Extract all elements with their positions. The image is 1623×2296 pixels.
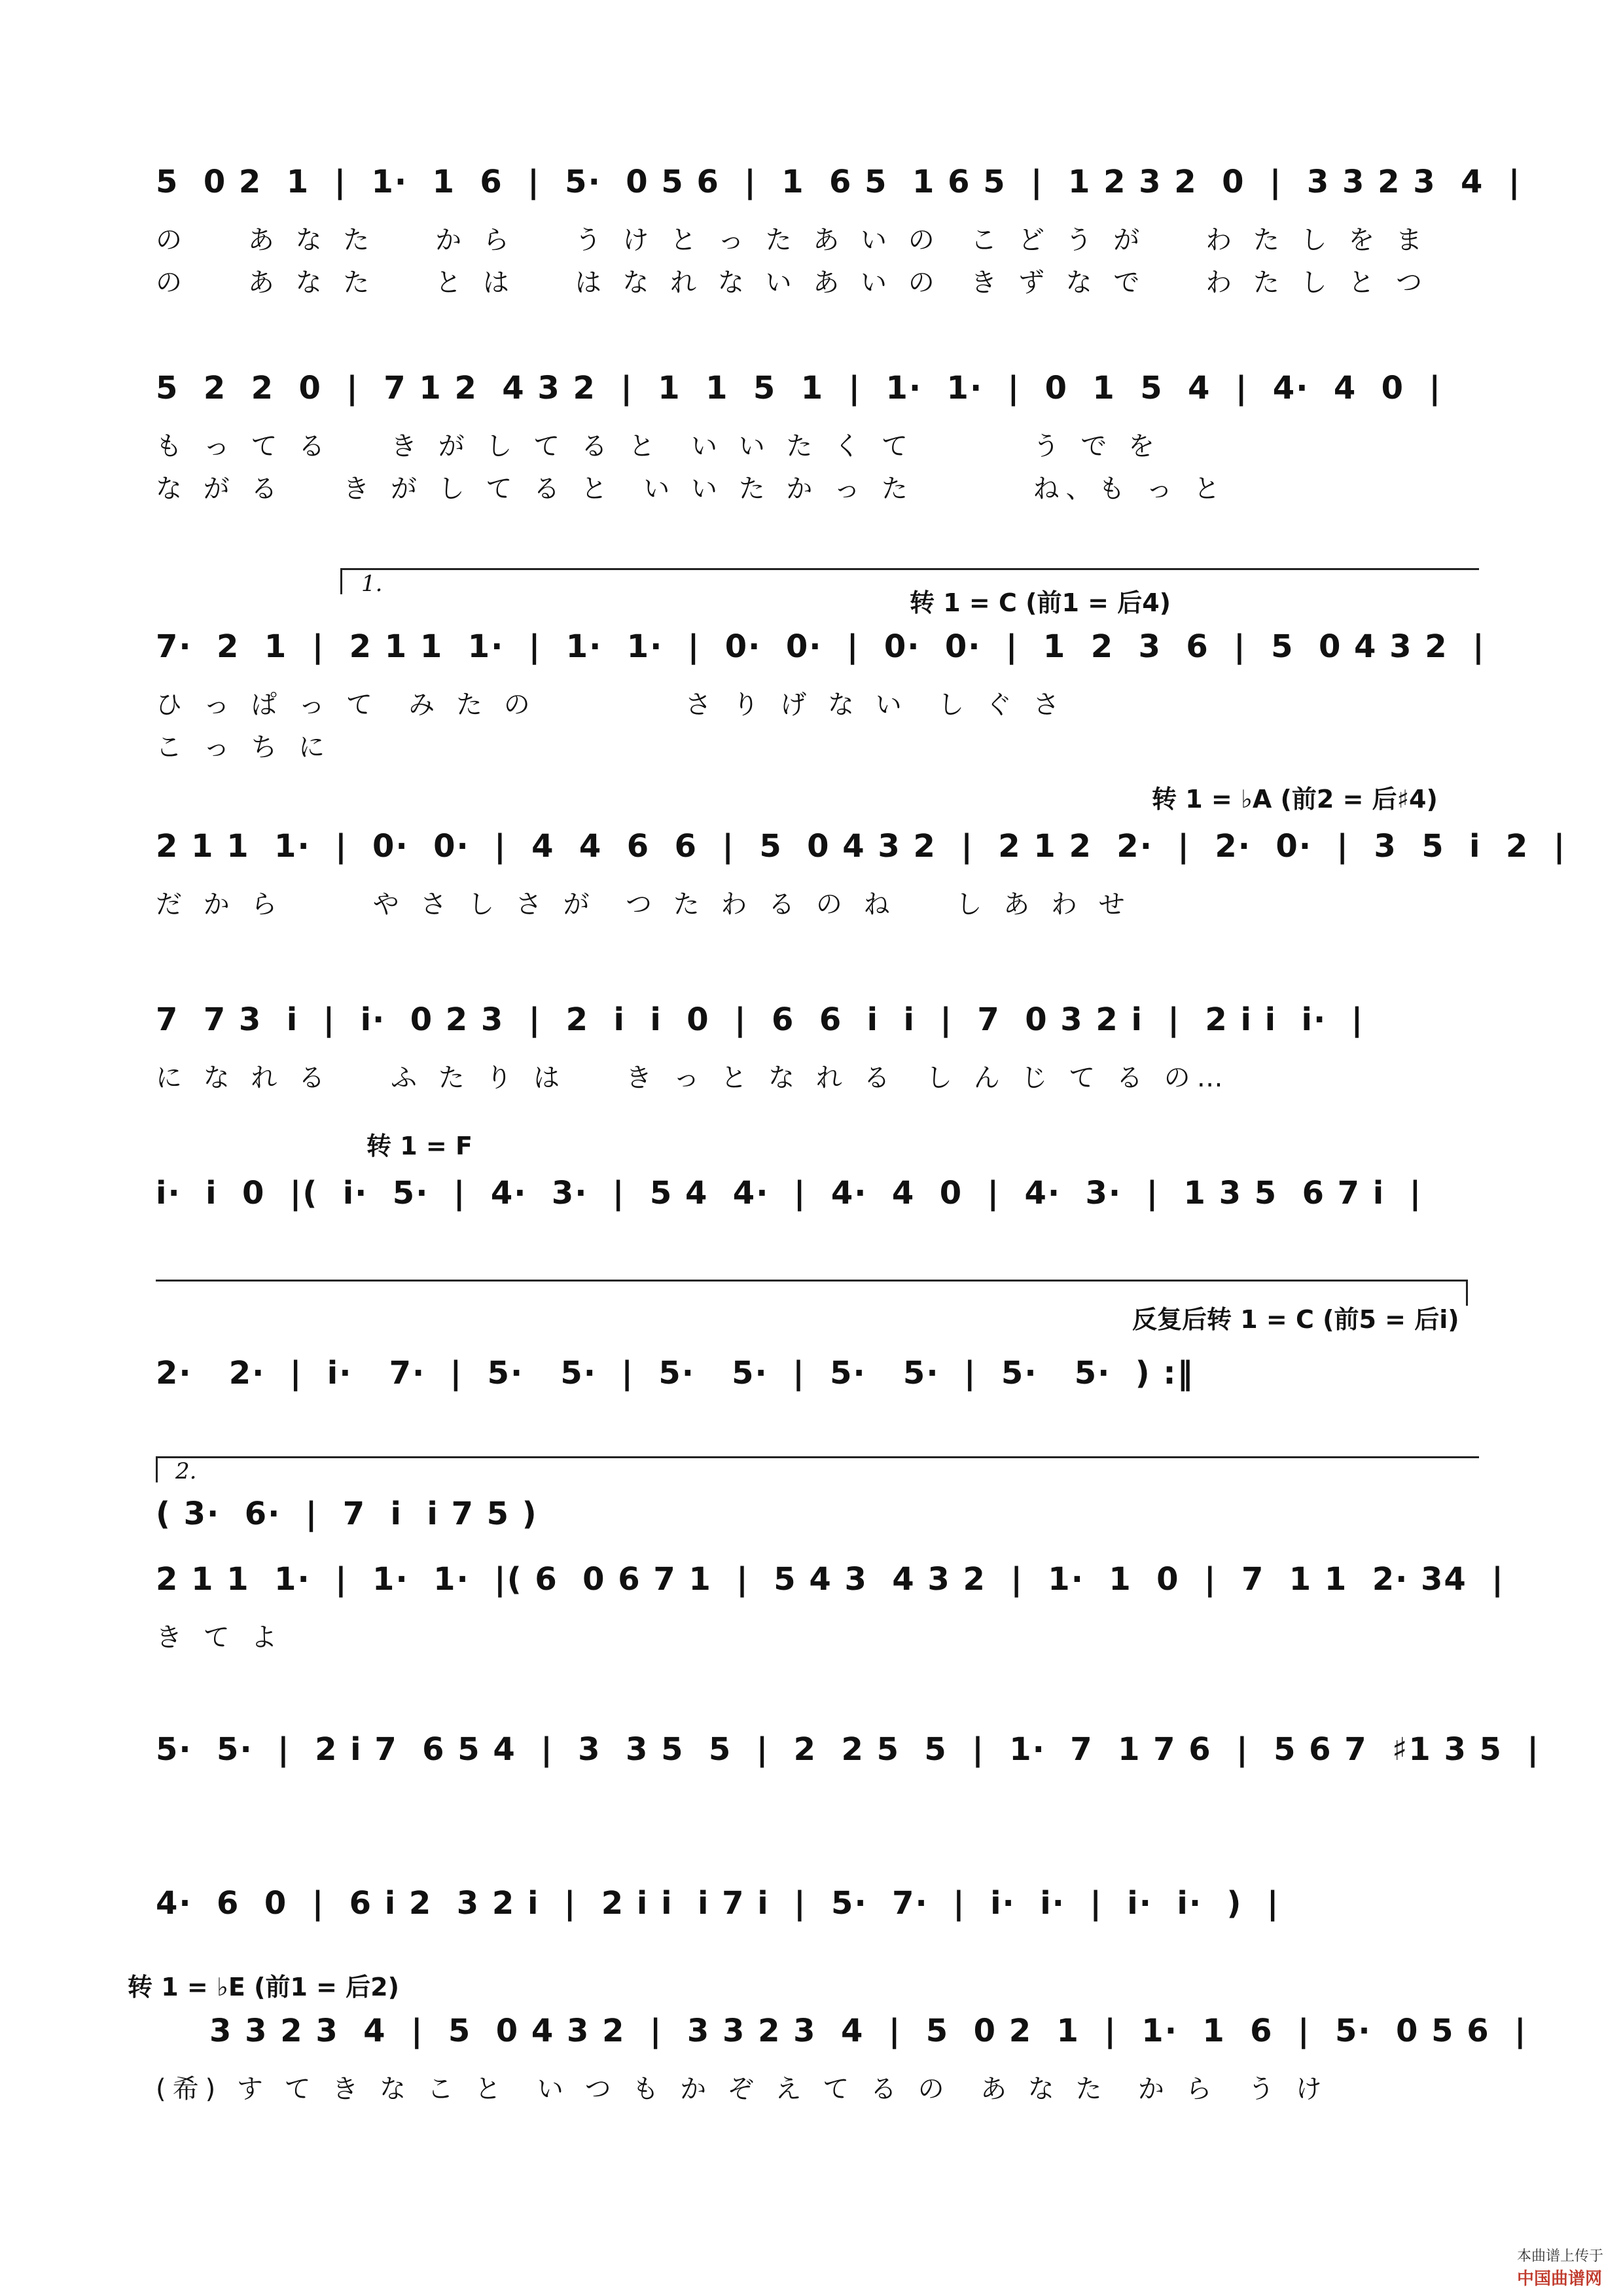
repeat-bracket	[156, 1280, 1468, 1282]
volta-bracket-2-tick	[156, 1456, 158, 1482]
lyric-line-1: だ か ら や さ し さ が つ た わ る の ね し あ わ せ	[156, 889, 1132, 920]
notation-line: ( 3· 6· | 7 i i 7 5 )	[156, 1496, 538, 1532]
lyric-line-1: (希) す て き な こ と い つ も か ぞ え て る の あ な た か ら う け	[156, 2074, 1329, 2104]
key-change-label: 转 1 = ♭A (前2 = 后♯4)	[1152, 785, 1438, 814]
volta-bracket-2	[156, 1456, 1479, 1458]
notation-line: 5 0 2 1 | 1· 1 6 | 5· 0 5 6 | 1 6 5 1 6 5 | 1 2 3 2 0 | 3 3 2 3 4 |	[156, 164, 1522, 200]
notation-line: 7· 2 1 | 2 1 1 1· | 1· 1· | 0· 0· | 0· 0· | 1 2 3 6 | 5 0 4 3 2 |	[156, 628, 1486, 665]
notation-line: 2 1 1 1· | 1· 1· |( 6 0 6 7 1 | 5 4 3 4 3 2 | 1· 1 0 | 7 1 1 2· 34 |	[156, 1561, 1505, 1598]
key-change-label: 反复后转 1 = C (前5 = 后i)	[1132, 1305, 1459, 1334]
lyric-line-1: の あ な た か ら う け と っ た あ い の こ ど う が わ た し を ま	[156, 225, 1429, 255]
footer-text: 本曲谱上传于	[1516, 2248, 1603, 2265]
lyric-line-1: き て よ	[156, 1623, 284, 1653]
notation-line: 2· 2· | i· 7· | 5· 5· | 5· 5· | 5· 5· | 5· 5· ) :‖	[156, 1355, 1194, 1391]
volta-bracket-1-tick	[340, 568, 342, 594]
volta-bracket-1	[340, 568, 1479, 570]
key-change-label: 转 1 = C (前1 = 后4)	[910, 588, 1171, 617]
lyric-line-2: な が る き が し て る と い い た か っ た ね、も っ と	[156, 474, 1227, 504]
notation-line: 3 3 2 3 4 | 5 0 4 3 2 | 3 3 2 3 4 | 5 0 2 1 | 1· 1 6 | 5· 0 5 6 |	[209, 2013, 1527, 2049]
volta-number-2: 2.	[175, 1458, 197, 1484]
notation-line: i· i 0 |( i· 5· | 4· 3· | 5 4 4· | 4· 4 0 | 4· 3· | 1 3 5 6 7 i |	[156, 1175, 1423, 1211]
notation-line: 2 1 1 1· | 0· 0· | 4 4 6 6 | 5 0 4 3 2 | 2 1 2 2· | 2· 0· | 3 5 i 2 |	[156, 828, 1567, 865]
notation-line: 7 7 3 i | i· 0 2 3 | 2 i i 0 | 6 6 i i | 7 0 3 2 i | 2 i i i· |	[156, 1001, 1364, 1038]
volta-number-1: 1.	[361, 571, 383, 597]
notation-line: 4· 6 0 | 6 i 2 3 2 i | 2 i i i 7 i | 5· 7· | i· i· | i· i· ) |	[156, 1885, 1280, 1922]
lyric-line-2: こ っ ち に	[156, 732, 332, 762]
footer-credit	[1508, 2229, 1603, 2289]
lyric-line-1: に な れ る ふ た り は き っ と な れ る し ん じ て る の…	[156, 1063, 1230, 1093]
repeat-bracket-tick	[1466, 1280, 1468, 1306]
key-change-label: 转 1 = ♭E (前1 = 后2)	[128, 1973, 399, 2001]
key-change-label: 转 1 = F	[366, 1132, 473, 1160]
lyric-line-1: も っ て る き が し て る と い い た く て う で を	[156, 431, 1162, 461]
lyric-line-1: ひ っ ぱ っ て み た の さ り げ な い し ぐ さ	[156, 690, 1066, 720]
site-logo[interactable]: 中国曲谱网	[1516, 2269, 1602, 2289]
notation-line: 5 2 2 0 | 7 1 2 4 3 2 | 1 1 5 1 | 1· 1· | 0 1 5 4 | 4· 4 0 |	[156, 370, 1442, 406]
notation-line: 5· 5· | 2 i 7 6 5 4 | 3 3 5 5 | 2 2 5 5 | 1· 7 1 7 6 | 5 6 7 ♯1 3 5 |	[156, 1731, 1540, 1768]
lyric-line-2: の あ な た と は は な れ な い あ い の き ず な で わ た し と つ	[156, 268, 1429, 298]
